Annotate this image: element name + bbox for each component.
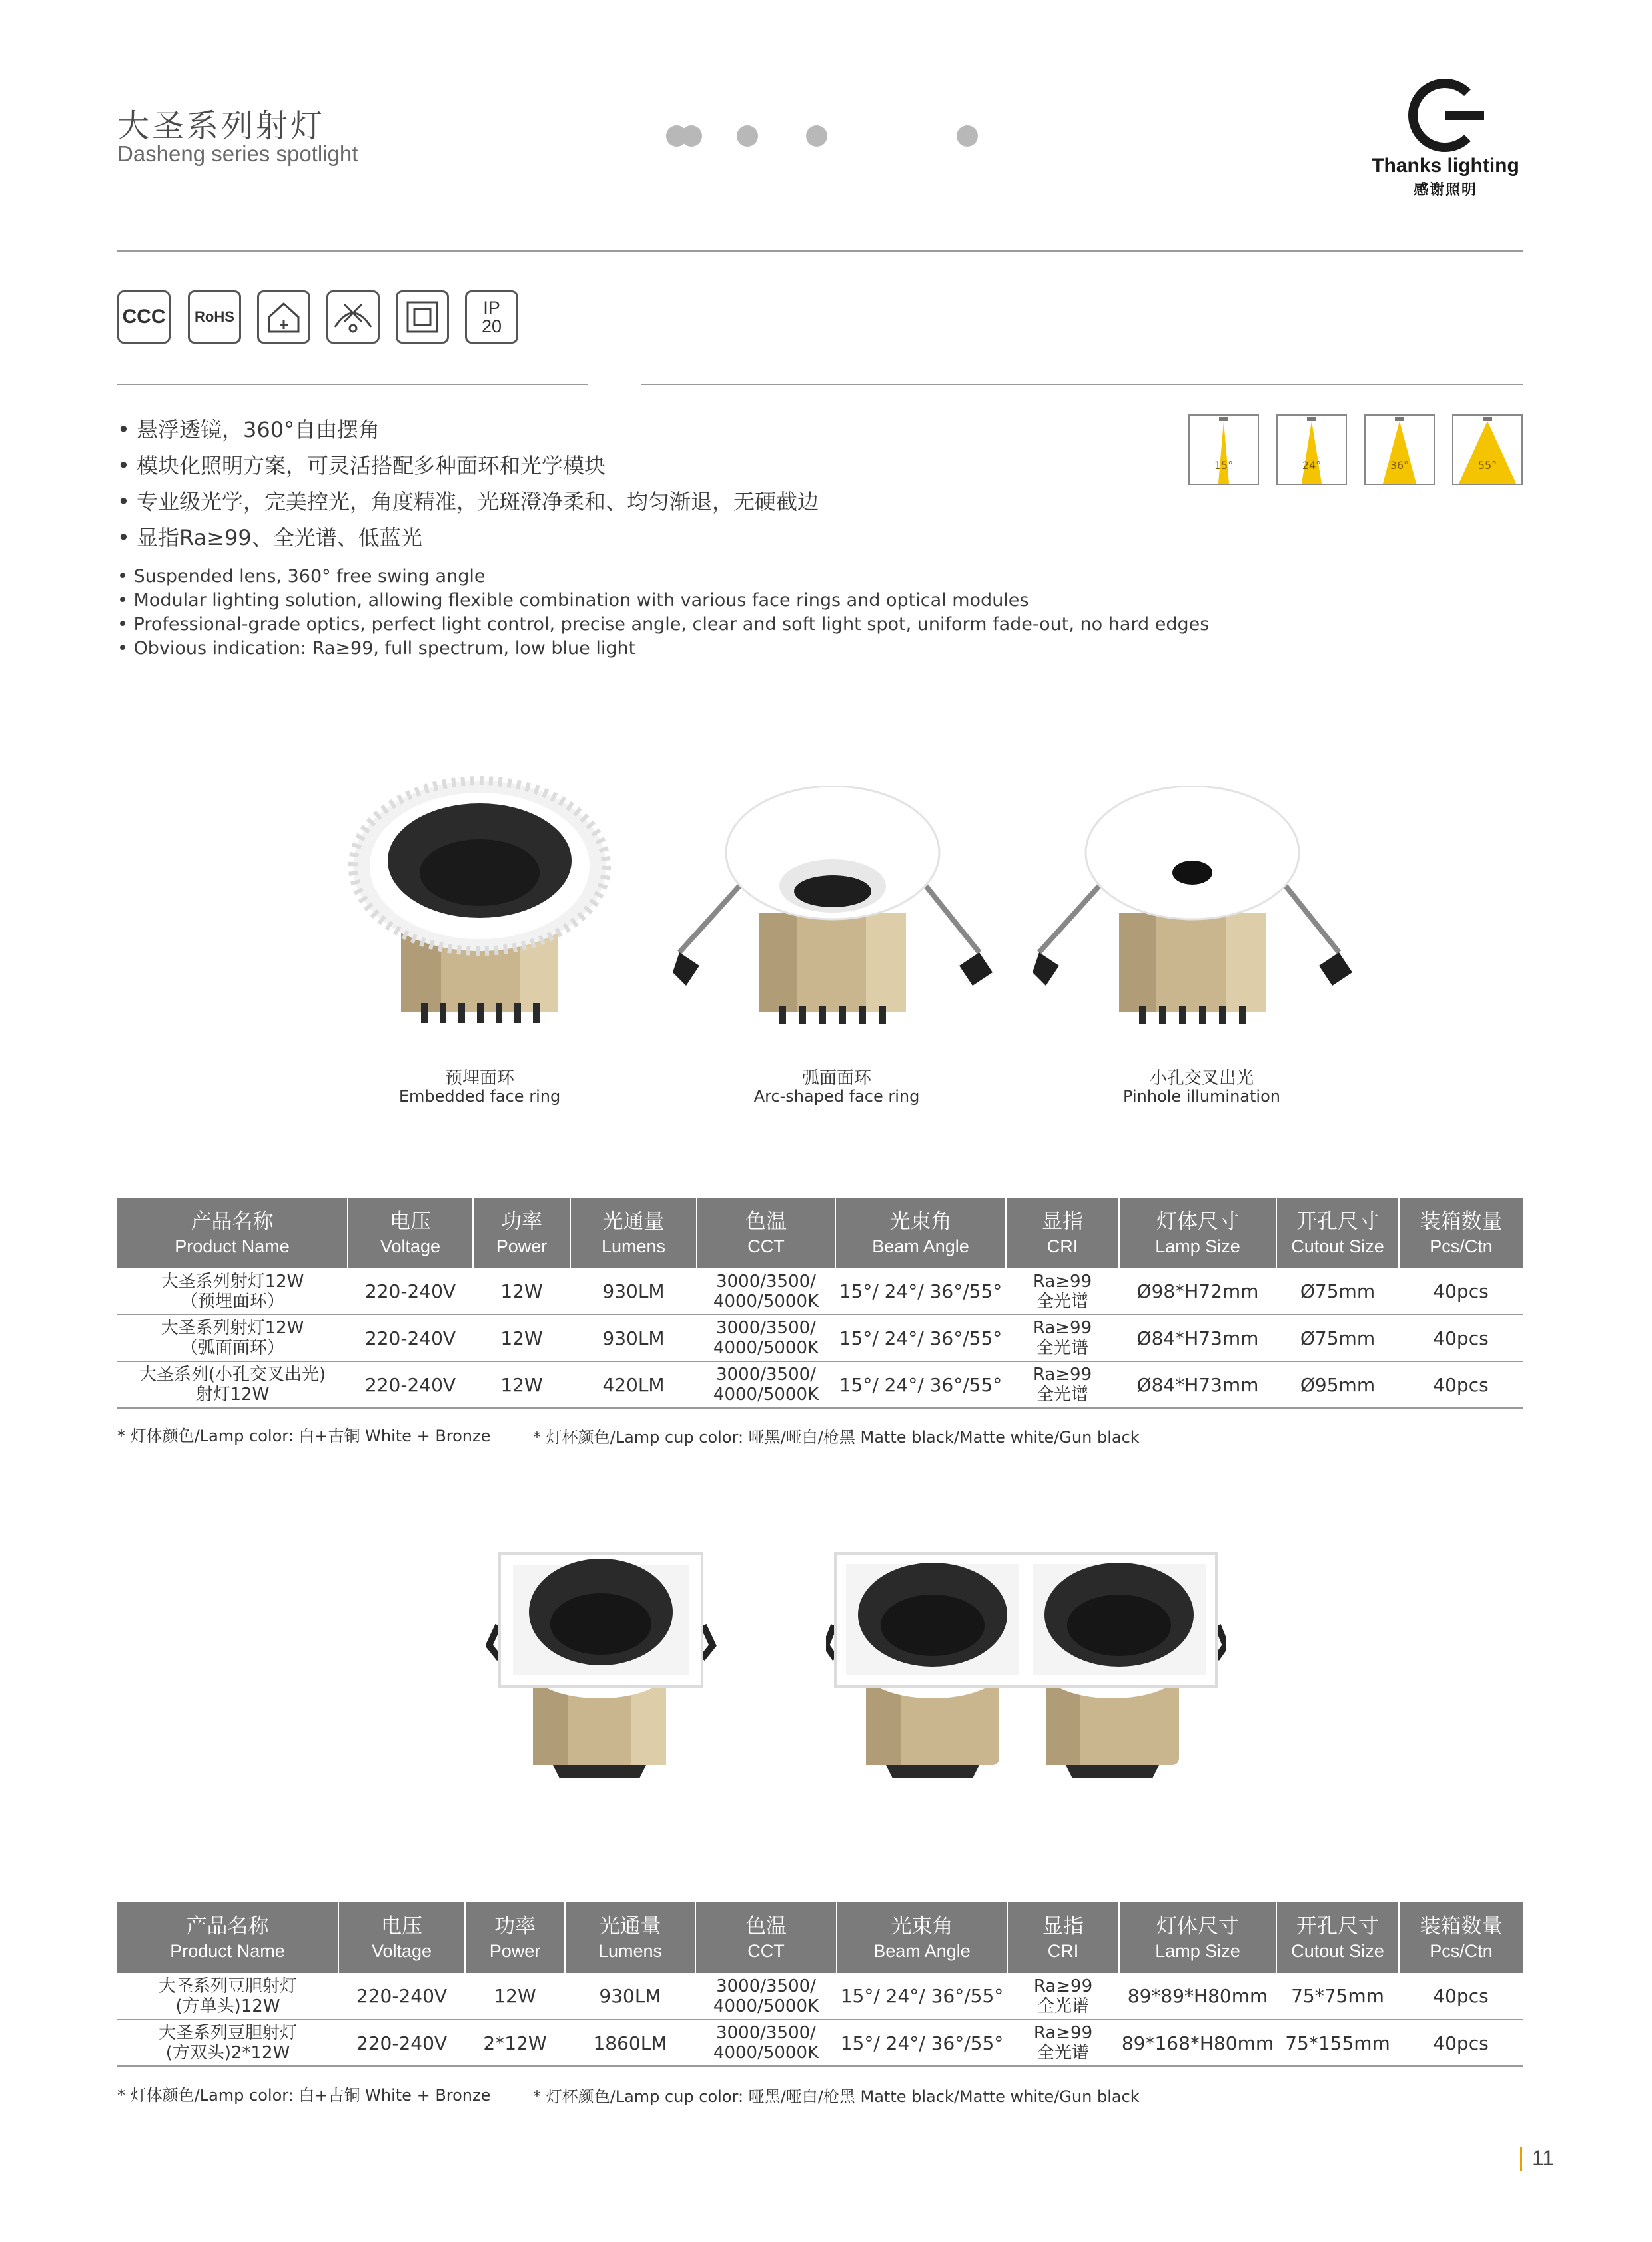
cup-color-note: * 灯杯颜色/Lamp cup color: 哑黑/哑白/枪黑 Matte black/Matte white/Gun black bbox=[533, 2087, 1140, 2106]
decor-dot bbox=[806, 125, 827, 147]
arc-face-ring-image bbox=[666, 786, 999, 1039]
lamp-color-note: * 灯体颜色/Lamp color: 白+古铜 White + Bronze bbox=[117, 2086, 491, 2105]
ip20-rating-icon: IP 20 bbox=[465, 290, 518, 344]
spec-table-square bbox=[117, 1902, 1523, 2067]
beam-angle-label: 24° bbox=[1302, 459, 1322, 472]
decor-dot bbox=[957, 125, 978, 147]
embedded-face-ring-image bbox=[346, 773, 613, 1039]
table-header-row bbox=[117, 1902, 1523, 1973]
feature-en: • Modular lighting solution, allowing flexible combination with various face rings and optical modules bbox=[117, 590, 1029, 611]
feature-cn: • 悬浮透镜，360°自由摆角 bbox=[117, 417, 380, 442]
page-number-accent bbox=[1520, 2147, 1522, 2171]
beam-angle-24-icon bbox=[1276, 414, 1347, 485]
col-header: 产品名称 Product Name bbox=[117, 1902, 338, 1973]
col-header: 灯体尺寸 Lamp Size bbox=[1119, 1198, 1276, 1268]
col-header: 光束角 Beam Angle bbox=[837, 1902, 1007, 1973]
cup-color-note: * 灯杯颜色/Lamp cup color: 哑黑/哑白/枪黑 Matte black/Matte white/Gun black bbox=[533, 1428, 1140, 1447]
product-caption-cn: 弧面面环 bbox=[801, 1068, 871, 1088]
beam-angle-label: 55° bbox=[1477, 459, 1497, 472]
spec-table-round bbox=[117, 1198, 1523, 1409]
beam-angle-36-icon bbox=[1364, 414, 1435, 485]
table-row: 大圣系列豆胆射灯 (方单头)12W 220-240V 12W 930LM 3000/3500/ 4000/5000K 15°/ 24°/ 36°/55° Ra≥99 全光谱 89*89*H80mm 75*75mm 40pcs bbox=[117, 1973, 1523, 2020]
product-caption-en: Arc-shaped face ring bbox=[753, 1087, 920, 1106]
col-header: 电压 Voltage bbox=[348, 1198, 473, 1268]
brand-logo-bar bbox=[1446, 111, 1484, 120]
rohs-mark-icon: RoHS bbox=[188, 290, 241, 344]
decor-dot bbox=[681, 125, 702, 147]
product-caption-en: Embedded face ring bbox=[398, 1087, 561, 1106]
double-insulation-icon bbox=[396, 290, 449, 344]
section-divider-left bbox=[117, 384, 588, 385]
feature-en: • Obvious indication: Ra≥99, full spectrum, low blue light bbox=[117, 638, 636, 659]
col-header: 产品名称 Product Name bbox=[117, 1198, 348, 1268]
no-insulation-cover-icon bbox=[326, 290, 380, 344]
col-header: 功率 Power bbox=[465, 1902, 565, 1973]
col-header: 光通量 Lumens bbox=[570, 1198, 697, 1268]
indoor-use-icon bbox=[257, 290, 310, 344]
table-row: 大圣系列豆胆射灯 (方双头)2*12W 220-240V 2*12W 1860LM 3000/3500/ 4000/5000K 15°/ 24°/ 36°/55° Ra≥99 全光谱 89*168*H80mm 75*155mm 40pcs bbox=[117, 2020, 1523, 2066]
beam-angle-label: 15° bbox=[1214, 459, 1234, 472]
col-header: 功率 Power bbox=[473, 1198, 570, 1268]
col-header: 开孔尺寸 Cutout Size bbox=[1276, 1198, 1399, 1268]
square-double-head-image bbox=[826, 1545, 1226, 1792]
lamp-color-note: * 灯体颜色/Lamp color: 白+古铜 White + Bronze bbox=[117, 1427, 491, 1445]
ccc-mark-icon: CCC bbox=[117, 290, 171, 344]
feature-cn: • 显指Ra≥99、全光谱、低蓝光 bbox=[117, 525, 422, 550]
col-header: 光束角 Beam Angle bbox=[835, 1198, 1006, 1268]
col-header: 色温 CCT bbox=[695, 1902, 837, 1973]
col-header: 开孔尺寸 Cutout Size bbox=[1276, 1902, 1399, 1973]
table-row: 大圣系列(小孔交叉出光) 射灯12W 220-240V 12W 420LM 3000/3500/ 4000/5000K 15°/ 24°/ 36°/55° Ra≥99 全光谱 Ø84*H73mm Ø95mm 40pcs bbox=[117, 1361, 1523, 1408]
page-number: 11 bbox=[1532, 2146, 1555, 2170]
feature-cn: • 模块化照明方案，可灵活搭配多种面环和光学模块 bbox=[117, 453, 606, 478]
brand-name-en: Thanks lighting bbox=[1372, 155, 1519, 177]
col-header: 装箱数量 Pcs/Ctn bbox=[1399, 1198, 1523, 1268]
decor-dot bbox=[737, 125, 758, 147]
table-header-row bbox=[117, 1198, 1523, 1268]
table-row: 大圣系列射灯12W （预埋面环） 220-240V 12W 930LM 3000/3500/ 4000/5000K 15°/ 24°/ 36°/55° Ra≥99 全光谱 Ø98*H72mm Ø75mm 40pcs bbox=[117, 1268, 1523, 1315]
page-subtitle: Dasheng series spotlight bbox=[117, 141, 358, 166]
col-header: 电压 Voltage bbox=[338, 1902, 465, 1973]
product-caption-en: Pinhole illumination bbox=[1123, 1087, 1280, 1106]
col-header: 装箱数量 Pcs/Ctn bbox=[1399, 1902, 1523, 1973]
page-title: 大圣系列射灯 bbox=[117, 107, 326, 145]
feature-cn: • 专业级光学，完美控光，角度精准，光斑澄净柔和、均匀渐退，无硬截边 bbox=[117, 489, 819, 514]
pinhole-illumination-image bbox=[1026, 786, 1359, 1039]
feature-en: • Professional-grade optics, perfect light control, precise angle, clear and soft light spot, uniform fade-out, no hard edges bbox=[117, 614, 1210, 635]
feature-en: • Suspended lens, 360° free swing angle bbox=[117, 566, 486, 587]
header-divider bbox=[117, 250, 1523, 252]
section-divider-right bbox=[641, 384, 1523, 385]
col-header: 色温 CCT bbox=[697, 1198, 835, 1268]
square-single-head-image bbox=[486, 1545, 719, 1792]
brand-name-cn: 感谢照明 bbox=[1413, 182, 1477, 198]
beam-angle-15-icon bbox=[1188, 414, 1259, 485]
col-header: 显指 CRI bbox=[1006, 1198, 1119, 1268]
beam-angle-55-icon bbox=[1452, 414, 1523, 485]
col-header: 灯体尺寸 Lamp Size bbox=[1119, 1902, 1276, 1973]
beam-angle-label: 36° bbox=[1390, 459, 1410, 472]
product-caption-cn: 预埋面环 bbox=[444, 1068, 514, 1088]
col-header: 光通量 Lumens bbox=[565, 1902, 695, 1973]
col-header: 显指 CRI bbox=[1007, 1902, 1119, 1973]
table-row: 大圣系列射灯12W （弧面面环） 220-240V 12W 930LM 3000/3500/ 4000/5000K 15°/ 24°/ 36°/55° Ra≥99 全光谱 Ø84*H73mm Ø75mm 40pcs bbox=[117, 1315, 1523, 1361]
product-caption-cn: 小孔交叉出光 bbox=[1149, 1068, 1254, 1088]
